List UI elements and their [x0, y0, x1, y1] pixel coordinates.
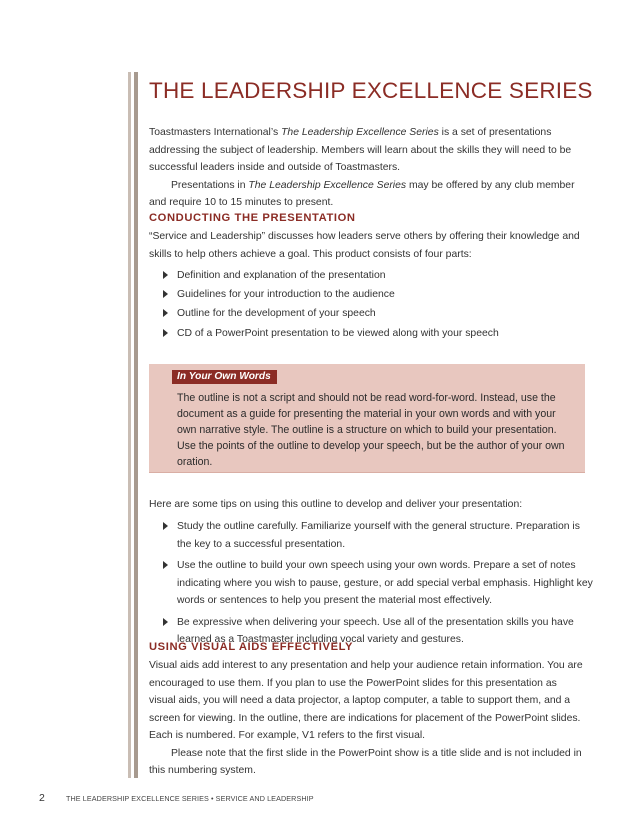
- arrow-bullet-icon: [163, 290, 168, 298]
- arrow-bullet-icon: [163, 329, 168, 337]
- tips-list: [163, 518, 593, 653]
- intro-paragraph-1: Toastmasters International’s The Leadership Excellence Series is a set of presentations addressing the subject of leadership. Members will learn about the skills they will need to be successful leaders inside and outside of Toastmasters.: [149, 127, 572, 173]
- callout-text: The outline is not a script and should not be read word-for-word. Instead, use the document as a guide for presenting the material in your own words and with your own narrative style. The outline is a structure on which to build your presentation. Use the points of the outline to develop your speech, but be the author of your own oration.: [177, 392, 565, 468]
- list-item: Guidelines for your introduction to the audience: [163, 286, 593, 304]
- margin-rule-dark: [134, 72, 138, 778]
- arrow-bullet-icon: [163, 271, 168, 279]
- list-item: Outline for the development of your speech: [163, 305, 593, 323]
- conducting-paragraph: “Service and Leadership” discusses how leaders serve others by offering their knowledge and skills to help others achieve a goal. This product consists of four parts:: [149, 231, 580, 260]
- intro-section: [149, 124, 584, 212]
- visual-aids-paragraph-1: Visual aids add interest to any presentation and help your audience retain information. You are encouraged to use them. If you plan to use the PowerPoint slides for this presentation as visual aids, you will need a data projector, a laptop computer, a table to support them, and a screen for viewing. In the outline, there are indications for placement of the PowerPoint slides. Each is numbered. For example, V1 refers to the first visual.: [149, 660, 583, 741]
- list-item: Study the outline carefully. Familiarize yourself with the general structure. Preparation is the key to a successful presentation.: [163, 518, 593, 553]
- conducting-heading: CONDUCTING THE PRESENTATION: [149, 212, 356, 224]
- arrow-bullet-icon: [163, 309, 168, 317]
- visual-aids-paragraph-2: Please note that the first slide in the PowerPoint show is a title slide and is not included in this numbering system.: [149, 747, 582, 776]
- tips-intro: Here are some tips on using this outline to develop and deliver your presentation:: [149, 499, 523, 510]
- arrow-bullet-icon: [163, 522, 168, 530]
- arrow-bullet-icon: [163, 618, 168, 626]
- margin-rule-light: [128, 72, 131, 778]
- running-footer: THE LEADERSHIP EXCELLENCE SERIES • SERVICE AND LEADERSHIP: [66, 794, 314, 803]
- page-number: 2: [39, 792, 45, 804]
- visual-aids-heading: USING VISUAL AIDS EFFECTIVELY: [149, 641, 354, 653]
- list-item: Use the outline to build your own speech using your own words. Prepare a set of notes indicating where you wish to pause, gesture, or add special verbal emphasis. Highlight key words or sentences to help you present the material most effectively.: [163, 557, 593, 610]
- page-title: THE LEADERSHIP EXCELLENCE SERIES: [149, 78, 593, 103]
- callout-label: In Your Own Words: [172, 370, 277, 384]
- arrow-bullet-icon: [163, 561, 168, 569]
- visual-aids-section: [149, 657, 584, 780]
- list-item: Be expressive when delivering your speech. Use all of the presentation skills you have learned as a Toastmaster including vocal variety and gestures.: [163, 614, 593, 649]
- callout-box: [149, 364, 585, 473]
- list-item: CD of a PowerPoint presentation to be viewed along with your speech: [163, 325, 593, 343]
- parts-list: [163, 267, 593, 344]
- list-item: Definition and explanation of the presentation: [163, 267, 593, 285]
- intro-paragraph-2: Presentations in The Leadership Excellence Series may be offered by any club member and require 10 to 15 minutes to present.: [149, 179, 575, 208]
